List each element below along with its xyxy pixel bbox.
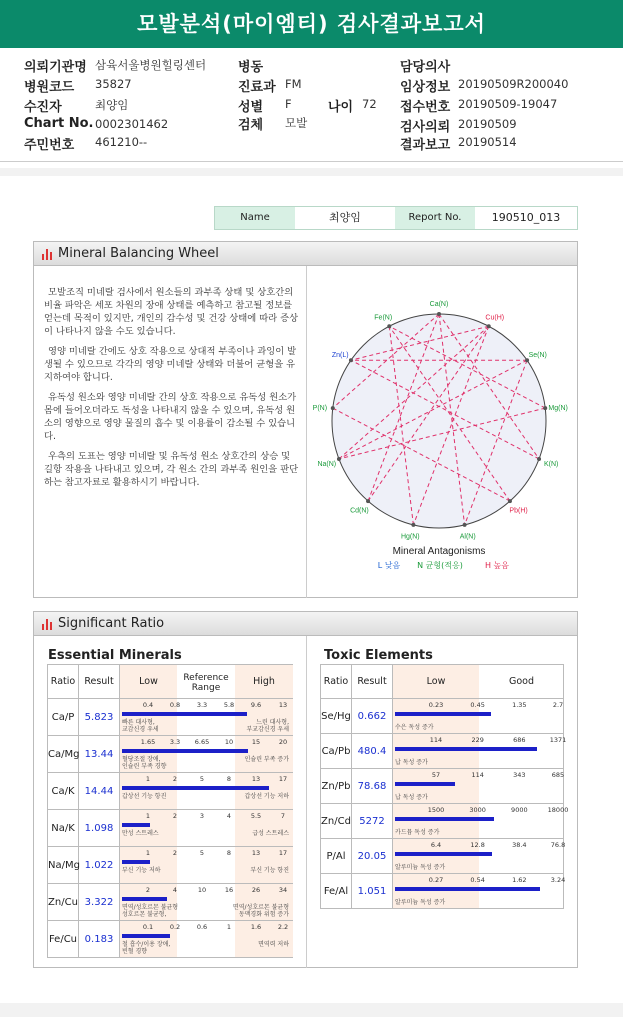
tick-label: 2 (172, 775, 178, 783)
label-clinical-info: 임상정보 (400, 80, 451, 95)
col-high: High (235, 665, 293, 698)
tick-label: 13 (251, 849, 261, 857)
ratio-name: Na/Mg (48, 847, 79, 884)
ratio-graph (120, 773, 292, 809)
value-recipient: 최양임 (95, 98, 129, 112)
tick-labels (393, 701, 563, 710)
ratio-result: 480.4 (352, 734, 393, 769)
value-specimen: 모발 (285, 116, 308, 130)
tick-label: 3.3 (169, 738, 181, 746)
ratio-bar (395, 817, 494, 821)
ratio-row (48, 921, 293, 958)
tick-label: 18000 (547, 806, 569, 814)
tick-label: 8 (226, 775, 232, 783)
tick-label: 5 (199, 849, 205, 857)
tick-label: 10 (197, 886, 207, 894)
tick-label: 3000 (469, 806, 486, 814)
ratio-graph-cell (393, 699, 564, 734)
tick-labels (120, 812, 292, 821)
tick-label: 3.24 (550, 876, 566, 884)
ratio-row (48, 773, 293, 810)
ratio-bar (395, 852, 492, 856)
label-sex: 성별 (238, 100, 264, 115)
tick-label: 7 (280, 812, 286, 820)
node-dot (349, 358, 353, 362)
tick-labels (393, 736, 567, 745)
tick-label: 1.62 (512, 876, 527, 884)
node-dot (387, 324, 391, 328)
high-note: 갑상선 기능 저하 (244, 793, 289, 800)
low-note: 철 흡수/이용 장애, 빈혈 경향 (122, 941, 171, 955)
ratio-name: Zn/Cu (48, 884, 79, 921)
footer-band (0, 1003, 623, 1017)
ratio-graph-cell (393, 874, 564, 909)
ratio-bar (122, 823, 150, 827)
col-good: Good (508, 676, 535, 687)
node-dot (463, 523, 467, 527)
tick-label: 114 (429, 736, 443, 744)
tick-label: 17 (278, 775, 288, 783)
bar-chart-icon (42, 619, 54, 630)
section-title: Significant Ratio (58, 616, 165, 631)
report-title: 모발분석(마이엠티) 검사결과보고서 (0, 0, 623, 48)
ratio-name: Ca/Mg (48, 736, 79, 773)
tick-labels (393, 771, 563, 780)
label-ward: 병동 (238, 60, 264, 75)
tick-label: 13 (251, 775, 261, 783)
tick-label: 1.35 (512, 701, 527, 709)
ratio-bar (122, 934, 170, 938)
node-label-zn: Zn(L) (331, 351, 349, 359)
node-label-cu: Cu(H) (485, 314, 505, 322)
mineral-wheel-section (33, 241, 578, 598)
legend-item: N 균형(적응) (417, 561, 463, 570)
ratio-bar (122, 712, 247, 716)
patient-info (0, 56, 623, 156)
tick-label: 0.27 (428, 876, 444, 884)
ratio-graph-cell (393, 734, 567, 769)
tick-label: 5.8 (223, 701, 235, 709)
tick-label: 12.8 (470, 841, 485, 849)
wheel-description (44, 286, 300, 496)
toxic-elements-table (320, 664, 569, 909)
low-note: 수은 독성 증가 (395, 724, 434, 731)
tick-label: 3 (199, 812, 205, 820)
low-note: 면역/성호르몬 불균형 성호르몬 불균형, (122, 904, 179, 918)
tick-label: 4 (226, 812, 232, 820)
value-age: 72 (362, 97, 377, 111)
ratio-bar (122, 786, 269, 790)
high-note: 면역/성호르몬 불균형 동맥경화 위험 증가 (232, 904, 289, 918)
label-chart-no: Chart No. (24, 116, 94, 131)
ratio-name: Fe/Al (321, 874, 352, 909)
legend-item: L 낮음 (377, 561, 401, 570)
col-ratio: Ratio (321, 665, 352, 699)
value-result-report: 20190514 (458, 135, 517, 149)
ratio-graph (120, 699, 292, 735)
label-receipt-no: 접수번호 (400, 100, 451, 115)
wheel-caption: Mineral Antagonisms (392, 546, 486, 557)
col-reference: Reference Range (183, 673, 229, 693)
tick-label: 2 (145, 886, 151, 894)
ratio-graph (120, 884, 292, 920)
section-header (34, 242, 577, 266)
section-title: Mineral Balancing Wheel (58, 246, 219, 261)
node-label-pb: Pb(H) (509, 507, 528, 515)
tick-label: 16 (224, 886, 234, 894)
tick-labels (120, 849, 292, 858)
ratio-name: P/Al (321, 839, 352, 874)
tick-label: 6.4 (430, 841, 442, 849)
label-resident-no: 주민번호 (24, 138, 75, 153)
ratio-result: 14.44 (79, 773, 120, 810)
wheel-circle (332, 314, 546, 528)
col-result: Result (79, 665, 120, 699)
low-note: 부신 기능 저하 (122, 867, 161, 874)
ratio-row (321, 804, 564, 839)
tick-label: 26 (251, 886, 261, 894)
ratio-graph (393, 804, 569, 838)
tick-label: 0.23 (428, 701, 444, 709)
tick-labels (120, 738, 292, 747)
report-no-value: 190510_013 (475, 207, 577, 229)
report-no-label: Report No. (395, 207, 475, 229)
ratio-result: 20.05 (352, 839, 393, 874)
node-dot (537, 457, 541, 461)
high-note: 느린 대사형, 부교감신경 우세 (246, 719, 289, 733)
tick-label: 8 (226, 849, 232, 857)
tick-label: 2 (172, 849, 178, 857)
ratio-graph-cell (393, 804, 569, 839)
tick-label: 1 (145, 775, 151, 783)
tick-label: 1.6 (250, 923, 262, 931)
low-note: 알루미늄 독성 증가 (395, 899, 446, 906)
tick-labels (120, 701, 292, 710)
ratio-bar (395, 782, 455, 786)
tick-label: 13 (278, 701, 288, 709)
node-dot (487, 324, 491, 328)
tick-label: 114 (471, 771, 484, 779)
label-result-report: 결과보고 (400, 138, 451, 153)
col-low: Low (120, 665, 177, 698)
tick-labels (393, 806, 569, 815)
ratio-name: Fe/Cu (48, 921, 79, 958)
low-note: 갑상선 기능 항진 (122, 793, 167, 800)
name-value: 최양임 (295, 207, 395, 229)
tick-label: 686 (513, 736, 526, 744)
label-specimen: 검체 (238, 118, 264, 133)
tick-label: 2.2 (277, 923, 289, 931)
ratio-graph-cell (393, 839, 564, 874)
tick-labels (393, 876, 566, 885)
node-dot (543, 406, 547, 410)
label-age: 나이 (328, 100, 354, 115)
col-ratio: Ratio (48, 665, 79, 699)
node-label-fe: Fe(N) (374, 314, 393, 322)
tick-label: 0.8 (169, 701, 181, 709)
ratio-name: Na/K (48, 810, 79, 847)
divider (306, 636, 307, 968)
ratio-graph-cell (120, 847, 293, 884)
ratio-graph-cell (120, 699, 293, 736)
ratio-graph (120, 736, 292, 772)
tick-label: 0.2 (169, 923, 181, 931)
ratio-graph (393, 734, 567, 768)
ratio-graph (120, 810, 292, 846)
name-label: Name (215, 207, 295, 229)
tick-labels (393, 841, 566, 850)
value-hospital-code: 35827 (95, 77, 132, 91)
ratio-graph (393, 769, 563, 803)
tick-label: 57 (431, 771, 441, 779)
tick-label: 17 (278, 849, 288, 857)
ratio-result: 13.44 (79, 736, 120, 773)
tick-label: 0.45 (470, 701, 485, 709)
ratio-row (48, 884, 293, 921)
ratio-row (48, 847, 293, 884)
tick-label: 0.54 (470, 876, 485, 884)
ratio-name: Se/Hg (321, 699, 352, 734)
ratio-graph-cell (120, 921, 293, 958)
tick-label: 10 (224, 738, 234, 746)
tick-label: 1371 (549, 736, 567, 744)
high-note: 인슐린 부족 증가 (244, 756, 289, 763)
node-label-se: Se(N) (528, 351, 547, 359)
value-department: FM (285, 77, 302, 91)
node-dot (508, 499, 512, 503)
tick-label: 229 (471, 736, 484, 744)
ratio-graph (120, 921, 292, 957)
ratio-result: 0.183 (79, 921, 120, 958)
value-sex: F (285, 97, 292, 111)
low-note: 납 독성 증가 (395, 759, 428, 766)
ratio-graph-cell (120, 884, 293, 921)
ratio-graph (120, 847, 292, 883)
tick-label: 76.8 (550, 841, 566, 849)
tick-label: 9.6 (250, 701, 262, 709)
node-dot (437, 312, 441, 316)
name-report-bar (214, 206, 578, 230)
ratio-result: 1.051 (352, 874, 393, 909)
ratio-result: 3.322 (79, 884, 120, 921)
tick-label: 20 (278, 738, 288, 746)
paragraph: 모발조직 미네랄 검사에서 원소들의 과부족 상태 및 상호간의 비율 파악은 세포 차원의 장애 상태를 예측하고 참고될 정보를 얻는데 목적이 있지만, 개인의 감수성 및 건강 상태에 따라 증상이 나타나지 않을 수도 있습니다. (44, 287, 299, 337)
ratio-name: Zn/Pb (321, 769, 352, 804)
low-note: 알루미늄 독성 증가 (395, 864, 446, 871)
node-dot (411, 523, 415, 527)
ratio-result: 5.823 (79, 699, 120, 736)
antagonism-wheel (307, 267, 577, 597)
low-note: 만성 스트레스 (122, 830, 159, 837)
col-result: Result (352, 665, 393, 699)
bar-chart-icon (42, 249, 54, 260)
high-note: 부신 기능 항진 (250, 867, 289, 874)
ratio-result: 1.098 (79, 810, 120, 847)
node-label-cd: Cd(N) (350, 507, 369, 515)
essential-minerals-title: Essential Minerals (48, 648, 182, 663)
low-note: 카드뮴 독성 증가 (395, 829, 440, 836)
ratio-row (321, 734, 564, 769)
ratio-result: 0.662 (352, 699, 393, 734)
tick-label: 1 (145, 849, 151, 857)
node-dot (331, 406, 335, 410)
value-chart-no: 0002301462 (95, 117, 169, 131)
ratio-bar (122, 749, 248, 753)
node-label-ca: Ca(N) (429, 301, 449, 308)
ratio-row (321, 769, 564, 804)
value-receipt-no: 20190509-19047 (458, 97, 558, 111)
node-dot (366, 499, 370, 503)
node-label-na: Na(N) (317, 460, 337, 468)
tick-label: 343 (513, 771, 526, 779)
ratio-graph (393, 839, 566, 873)
ratio-name: Zn/Cd (321, 804, 352, 839)
node-label-mg: Mg(N) (548, 404, 568, 412)
label-recipient: 수진자 (24, 100, 62, 115)
tick-label: 0.6 (196, 923, 208, 931)
tick-label: 685 (551, 771, 565, 779)
tick-label: 2 (172, 812, 178, 820)
tick-label: 9000 (511, 806, 528, 814)
ratio-row (48, 736, 293, 773)
tick-label: 38.4 (512, 841, 527, 849)
low-note: 납 독성 증가 (395, 794, 428, 801)
ratio-result: 5272 (352, 804, 393, 839)
high-note: 면역력 저하 (258, 941, 289, 948)
node-label-hg: Hg(N) (400, 533, 420, 541)
node-label-k: K(N) (544, 460, 559, 468)
label-department: 진료과 (238, 80, 276, 95)
tick-label: 15 (251, 738, 261, 746)
ratio-graph-cell (120, 773, 293, 810)
ratio-bar (395, 712, 491, 716)
label-institution: 의뢰기관명 (24, 60, 87, 75)
ratio-row (48, 810, 293, 847)
ratio-graph (393, 874, 566, 908)
legend-item: H 높음 (484, 561, 510, 570)
tick-labels (120, 923, 292, 932)
value-clinical-info: 20190509R200040 (458, 77, 569, 91)
value-test-request: 20190509 (458, 117, 517, 131)
tick-label: 4 (172, 886, 178, 894)
ratio-graph-cell (120, 810, 293, 847)
ratio-bar (395, 887, 540, 891)
col-low: Low (393, 665, 479, 698)
low-note: 빠른 대사형, 교감신경 우세 (122, 719, 159, 733)
ratio-graph-cell (393, 769, 564, 804)
node-dot (337, 457, 341, 461)
tick-label: 2.7 (552, 701, 564, 709)
node-label-al: Al(N) (459, 533, 476, 541)
paragraph: 영양 미네랄 간에도 상호 작용으로 상대적 부족이나 과잉이 발생될 수 있으므로 각각의 영양 미네랄 상태와 더불어 균형을 유지하여야 합니다. (44, 346, 297, 383)
paragraph: 우측의 도표는 영양 미네랄 및 유독성 원소 상호간의 상승 및 길항 작용을 나타내고 있으며, 각 원소 간의 과부족 원인을 판단하는 참고자료로 활용하시기 바랍니다. (44, 451, 299, 488)
low-note: 혈당조절 장애, 인슐린 부족 경향 (122, 756, 167, 770)
tick-label: 5.5 (250, 812, 262, 820)
ratio-row (321, 839, 564, 874)
essential-minerals-table (47, 664, 293, 958)
tick-labels (120, 775, 292, 784)
paragraph: 유독성 원소와 영양 미네랄 간의 상호 작용으로 유독성 원소가 몸에 들어오더라도 독성을 나타내지 않을 수 있으며, 유독성 원소의 영향으로 영양 물질의 흡수 및 이용률이 감소될 수 있습니다. (44, 392, 297, 442)
tick-labels (120, 886, 292, 895)
ratio-name: Ca/P (48, 699, 79, 736)
ratio-bar (122, 897, 167, 901)
ratio-bar (395, 747, 537, 751)
ratio-row (321, 699, 564, 734)
tick-label: 1 (226, 923, 232, 931)
value-institution: 삼육서울병원힐링센터 (95, 58, 207, 72)
value-resident-no: 461210-- (95, 135, 148, 149)
toxic-elements-title: Toxic Elements (324, 648, 433, 663)
tick-label: 1.65 (140, 738, 156, 746)
tick-label: 6.65 (194, 738, 210, 746)
ratio-result: 1.022 (79, 847, 120, 884)
ratio-name: Ca/K (48, 773, 79, 810)
divider (0, 161, 623, 162)
ratio-result: 78.68 (352, 769, 393, 804)
label-hospital-code: 병원코드 (24, 80, 75, 95)
ratio-row (321, 874, 564, 909)
label-doctor: 담당의사 (400, 60, 451, 75)
section-header (34, 612, 577, 636)
divider-band (0, 168, 623, 176)
ratio-graph-cell (120, 736, 293, 773)
tick-label: 3.3 (196, 701, 208, 709)
ratio-graph (393, 699, 563, 733)
tick-label: 1 (145, 812, 151, 820)
label-test-request: 검사의뢰 (400, 120, 451, 135)
node-label-p: P(N) (312, 404, 328, 412)
high-note: 급성 스트레스 (252, 830, 289, 837)
tick-label: 34 (278, 886, 288, 894)
ratio-bar (122, 860, 150, 864)
tick-label: 1500 (427, 806, 445, 814)
tick-label: 0.4 (142, 701, 154, 709)
tick-label: 5 (199, 775, 205, 783)
tick-label: 0.1 (142, 923, 154, 931)
ratio-name: Ca/Pb (321, 734, 352, 769)
ratio-row (48, 699, 293, 736)
